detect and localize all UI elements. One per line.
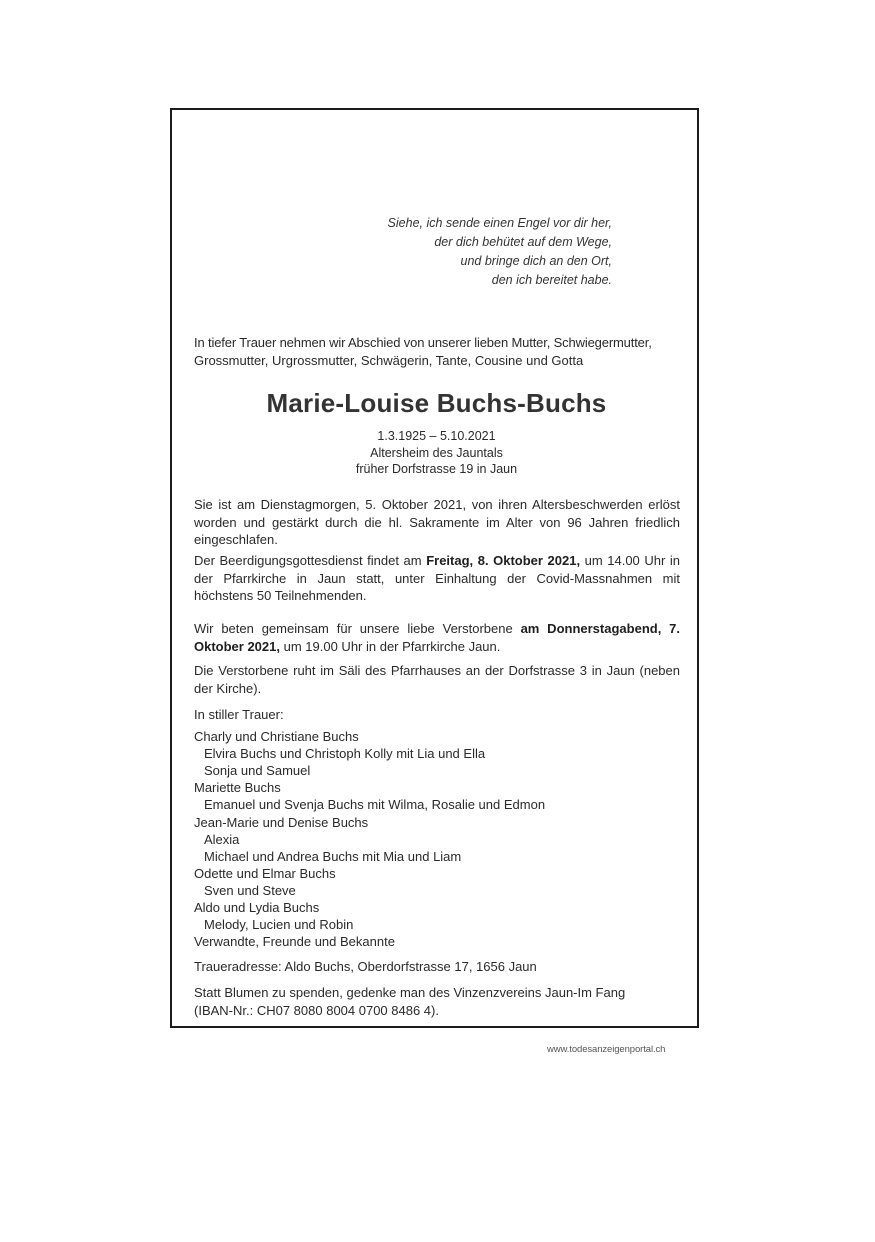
mourner-line: Aldo und Lydia Buchs [194, 900, 320, 916]
mourner-line: Emanuel und Svenja Buchs mit Wilma, Rosalie und Edmon [204, 797, 546, 813]
mourner-line: Melody, Lucien und Robin [204, 917, 354, 933]
rest-paragraph: Die Verstorbene ruht im Säli des Pfarrhauses an der Dorfstrasse 3 in Jaun (neben der Kirche). [194, 663, 680, 696]
donation-note [194, 984, 625, 1019]
death-paragraph: Sie ist am Dienstagmorgen, 5. Oktober 2021, von ihren Altersbeschwerden erlöst worden und gestärkt durch die hl. Sakramente im Alter von 96 Jahren friedlich eingeschlafen. [194, 497, 680, 547]
funeral-date: Freitag, 8. Oktober 2021, [426, 553, 581, 568]
prayer-text: Wir beten gemeinsam für unsere liebe Verstorbene [194, 621, 521, 636]
quote-line: der dich behütet auf dem Wege, [434, 235, 612, 249]
mourning-address: Traueradresse: Aldo Buchs, Oberdorfstrasse 17, 1656 Jaun [194, 959, 537, 974]
mourner-line: In stiller Trauer: [194, 707, 284, 722]
mourner-line: Mariette Buchs [194, 780, 281, 796]
residence: Altersheim des Jauntals [370, 445, 503, 460]
donation-line: Statt Blumen zu spenden, gedenke man des Vinzenzvereins Jaun-Im Fang [194, 985, 626, 1000]
mourner-line: Odette und Elmar Buchs [194, 865, 336, 881]
prayer-paragraph [194, 620, 680, 655]
obituary-card [170, 108, 699, 1028]
funeral-text: Der Beerdigungsgottesdienst findet am [194, 553, 427, 568]
mourner-line: Verwandte, Freunde und Bekannte [194, 934, 395, 950]
mourner-line: Elvira Buchs und Christoph Kolly mit Lia und Ella [204, 746, 486, 762]
intro-text [194, 334, 680, 369]
prayer-date: am Donnerstagabend, 7. Oktober 2021, [194, 621, 680, 654]
mourner-line: Sven und Steve [204, 882, 296, 898]
quote-line: Siehe, ich sende einen Engel vor dir her, [387, 216, 612, 230]
quote-line: den ich bereitet habe. [491, 273, 612, 287]
funeral-text: um 14.00 Uhr in der Pfarrkirche in Jaun statt, unter Einhaltung der Covid-Massnahmen mit höchstens 50 Teilnehmenden. [194, 553, 680, 603]
mourner-line: Charly und Christiane Buchs [194, 729, 359, 745]
deceased-name: Marie-Louise Buchs-Buchs [266, 388, 607, 418]
bible-quote [172, 214, 612, 290]
prayer-text: um 19.00 Uhr in der Pfarrkirche Jaun. [280, 638, 501, 654]
intro-line: In tiefer Trauer nehmen wir Abschied von unserer lieben Mutter, Schwiegermutter, [194, 335, 652, 350]
mourner-line: Alexia [204, 831, 240, 847]
mourner-line: Sonja und Samuel [204, 763, 311, 779]
portal-url: www.todesanzeigenportal.ch [547, 1044, 666, 1055]
former-residence: früher Dorfstrasse 19 in Jaun [355, 462, 518, 476]
mourner-line: Michael und Andrea Buchs mit Mia und Liam [204, 848, 462, 864]
mourner-line: Jean-Marie und Denise Buchs [194, 814, 369, 830]
quote-line: und bringe dich an den Ort, [460, 254, 612, 268]
birth-death-dates: 1.3.1925 – 5.10.2021 [377, 429, 496, 443]
life-dates [172, 428, 701, 478]
funeral-paragraph [194, 552, 680, 605]
mourners-list [194, 706, 545, 950]
intro-line: Grossmutter, Urgrossmutter, Schwägerin, Tante, Cousine und Gotta [194, 352, 584, 368]
donation-iban: (IBAN-Nr.: CH07 8080 8004 0700 8486 4). [194, 1002, 439, 1018]
